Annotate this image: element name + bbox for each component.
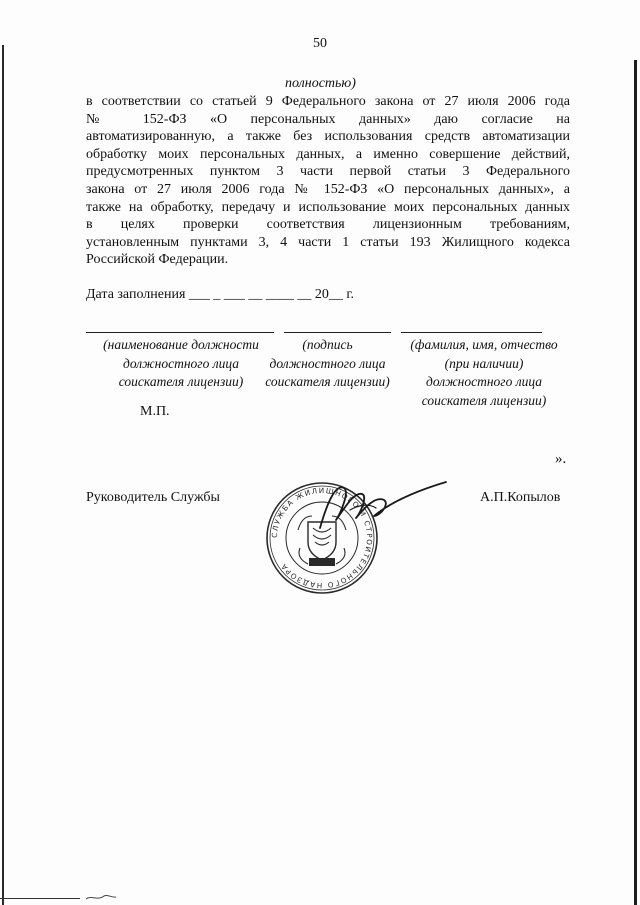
paragraph-line: № 152-ФЗ «О персональных данных» даю согласие на [86,111,570,127]
paragraph-line: в соответствии со статьей 9 Федерального закона от 27 июля 2006 года [86,94,570,109]
head-name: А.П.Копылов [480,490,561,505]
name-blank-line [401,332,542,333]
caption-line: должностного лица [269,355,386,371]
scan-edge-left [2,45,4,905]
head-title: Руководитель Службы [86,490,220,505]
caption-line: соискателя лицензии) [265,374,390,389]
page-number: 50 [313,36,327,51]
paragraph-line: предусмотренных пунктом 3 части первой статьи 3 Федерального [86,164,570,180]
paragraph-line: также на обработку, передачу и использование моих персональных данных [86,199,570,215]
caption-line: соискателя лицензии) [421,392,547,408]
paragraph-line: автоматизированную, а также без использования средств автоматизации [86,129,570,145]
caption-line: должностного лица [425,374,542,389]
fill-year-prefix: 20 [314,287,329,302]
paragraph-line: в целях проверки соответствия лицензионным требованиям, [86,217,570,233]
paragraph-line: обработку моих персональных данных, а именно совершение действий, [86,146,570,162]
caption-line: (наименование должности [103,337,259,352]
position-blank-line [86,332,274,333]
caption-line: (при наличии) [444,355,524,371]
caption-line: должностного лица [122,355,239,371]
paragraph-line: Российской Федерации. [86,252,229,268]
closing-quote: ». [555,451,567,467]
consent-paragraph [86,93,570,269]
fill-date-row [86,287,354,303]
stamp-ring-text: СЛУЖБА ЖИЛИЩНОГО И СТРОИТЕЛЬНОГО НАДЗОРА [269,485,375,591]
caption-line: (фамилия, имя, отчество [410,337,558,352]
fill-year-blank: __ [328,287,343,302]
position-caption [86,336,276,392]
scan-edge-right [634,60,637,905]
handwritten-signature [310,470,450,540]
name-caption [398,336,570,410]
consent-fragment: полностью) [285,76,356,91]
fill-date-blank: ___ _ ___ __ ____ __ [188,287,312,302]
scan-artifact [86,893,116,901]
caption-line: (подпись [302,337,353,352]
paragraph-line: закона от 27 июля 2006 года № 152-ФЗ «О персональных данных», а [86,181,570,197]
paragraph-line: установленным пунктами 3, 4 части 1 статьи 193 Жилищного кодекса [86,234,570,250]
caption-line: соискателя лицензии) [118,374,244,389]
signature-blank-line [284,332,391,333]
seal-place-label: М.П. [140,404,170,419]
fill-year-suffix: г. [346,287,355,302]
fill-date-label: Дата заполнения [86,287,186,302]
scan-bottom-rule [0,898,80,899]
signature-caption [255,336,400,392]
